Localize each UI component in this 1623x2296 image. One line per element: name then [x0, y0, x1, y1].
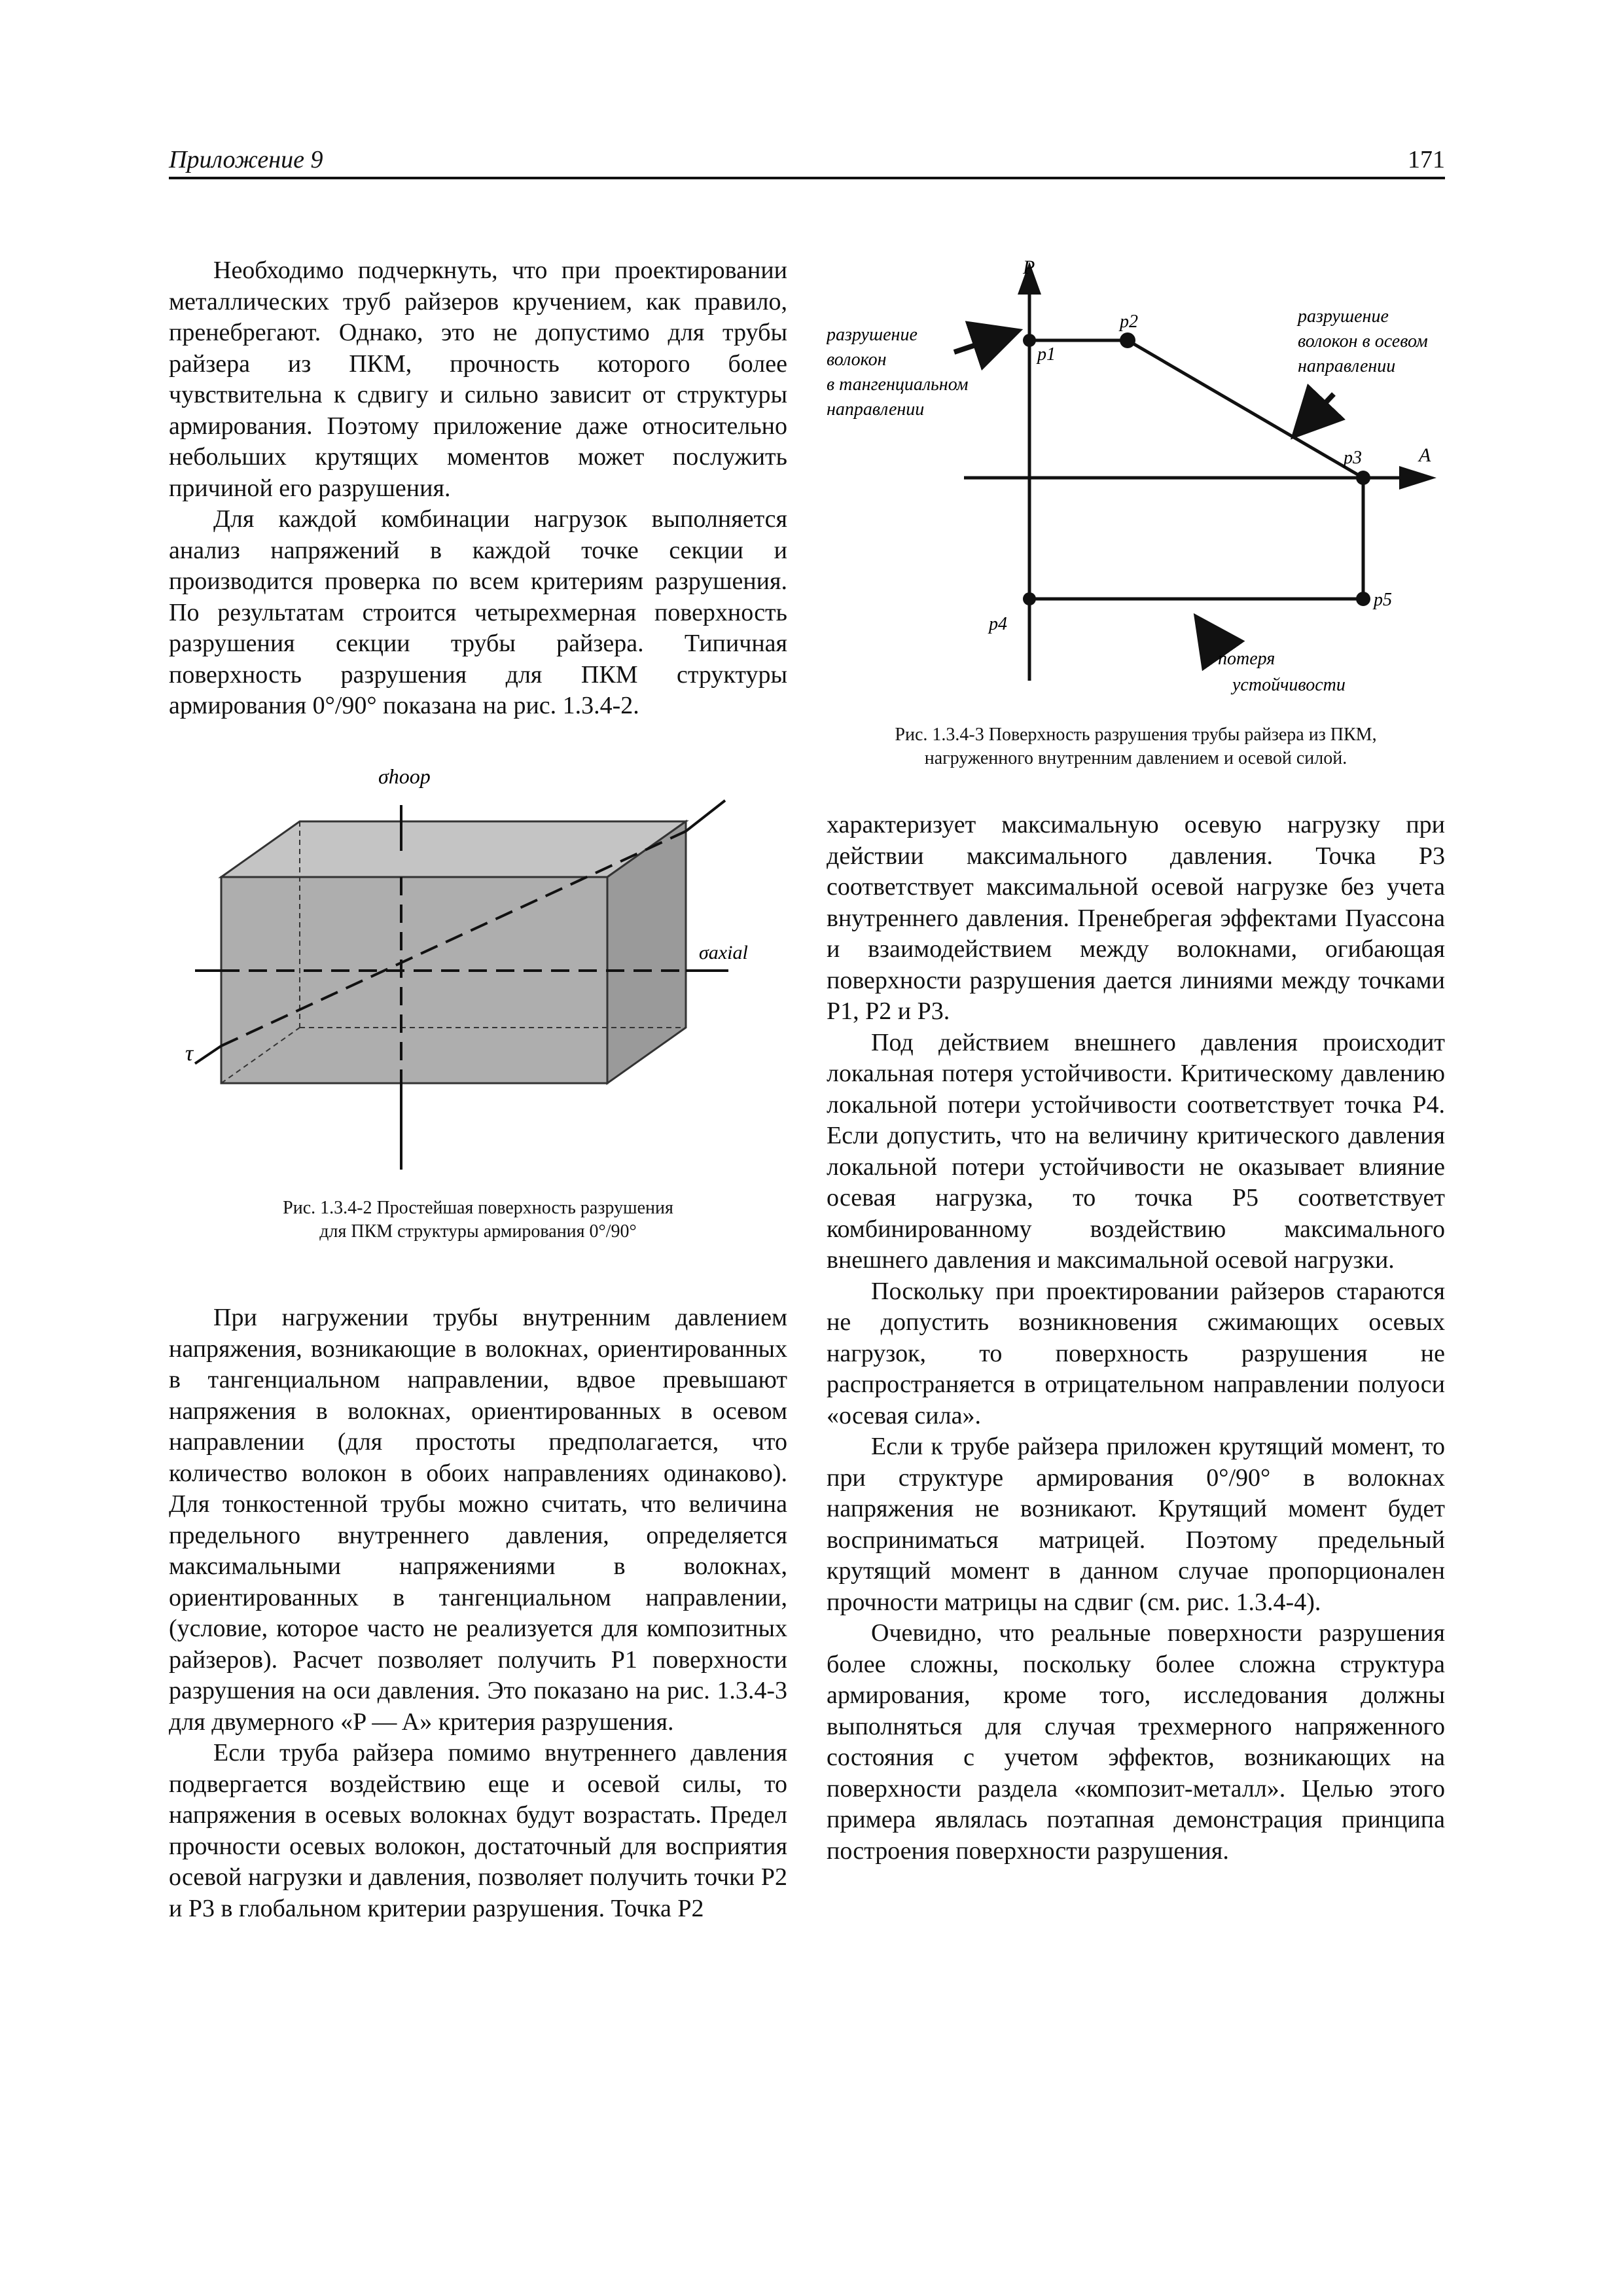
point-p2 [1120, 332, 1135, 348]
figure-2-caption [169, 1196, 787, 1244]
caption-line: нагруженного внутренним давлением и осевой силой. [924, 748, 1347, 768]
left-column-top [169, 255, 787, 722]
caption-line: Рис. 1.3.4-3 Поверхность разрушения трубы райзера из ПКМ, [895, 725, 1377, 745]
note-bottom: потеря устойчивости [1218, 649, 1346, 695]
label-axis-p: P [1023, 257, 1035, 278]
paragraph: Необходимо подчеркнуть, что при проектировании металлических труб райзеров кручением, как правило, пренебрегают. Однако, это не допустимо для трубы райзера из ПКМ, прочность которого более чувствительна к сдвигу и сильно зависит от структуры армирования. Поэтому приложение даже относительно небольших крутящих моментов может послужить причиной его разрушения. [169, 257, 787, 502]
failure-envelope [1029, 340, 1363, 599]
box-top-face [221, 821, 686, 877]
label-p2: p2 [1120, 312, 1138, 332]
paragraph: Поскольку при проектировании райзеров стараются не допустить возникновения сжимающих осевых нагрузок, то поверхность разрушения не распространяется в отрицательном направлении полуоси «осевая сила». [827, 1277, 1445, 1429]
point-p4 [1023, 592, 1036, 605]
paragraph: характеризует максимальную осевую нагрузку при действии максимального давления. Точка P3 соответствует максимальной осевой нагрузке без учета внутреннего давления. Пренебрегая эффектами Пуассона и взаимодействием между волокнами, огибающая поверхности разрушения дается линиями между точками P1, P2 и P3. [827, 811, 1445, 1025]
running-title: Приложение 9 [169, 146, 323, 173]
figure-pa-diagram [827, 255, 1445, 713]
paragraph: Если к трубе райзера приложен крутящий момент, то при структуре армирования 0°/90° в волокнах напряжения не возникают. Крутящий момент будет восприниматься матрицей. Поэтому предельный крутящий момент в данном случае пропорционален прочности матрицы на сдвиг (см. рис. 1.3.4-4). [827, 1433, 1445, 1616]
figure-failure-box [169, 769, 787, 1185]
paragraph: Под действием внешнего давления происходит локальная потеря устойчивости. Критическому давлению локальной потери устойчивости соответствует точка P4. Если допустить, что на величину критического давления локальной потери устойчивости не оказывает влияние осевая нагрузка, то точка P5 соответствует комбинированному воздействию максимального внешнего давления и максимальной осевой нагрузки. [827, 1028, 1445, 1274]
note-right: разрушение волокон в осевом направлении [1298, 306, 1428, 376]
point-p3 [1356, 471, 1370, 485]
page-header [169, 145, 1445, 177]
caption-line: для ПКМ структуры армирования 0°/90° [319, 1221, 637, 1242]
label-p5: p5 [1374, 590, 1392, 610]
paragraph: При нагружении трубы внутренним давлением напряжения, возникающие в волокнах, ориентированных в тангенциальном направлении, вдвое превышают напряжения в волокнах, ориентированных в осевом направлении (для простоты предполагается, что количество волокон в обоих направлениях одинаково). Для тонкостенной трубы можно считать, что величина предельного внутреннего давления, определяется максимальными напряжениями в волокнах, ориентированных в тангенциальном направлении, (условие, которое часто не реализуется для композитных райзеров). Расчет позволяет получить P1 поверхности разрушения на оси давления. Это показано на рис. 1.3.4-3 для двумерного «P — A» критерия разрушения. [169, 1304, 787, 1736]
left-column-bottom [169, 1302, 787, 1924]
label-tau: τ [185, 1041, 194, 1066]
label-p1: p1 [1037, 344, 1056, 365]
label-p4: p4 [989, 614, 1007, 634]
note-left: разрушение волокон в тангенциальном направлении [827, 325, 969, 420]
label-axis-a: A [1419, 444, 1431, 466]
header-rule [169, 177, 1445, 179]
paragraph: Для каждой комбинации нагрузок выполняется анализ напряжений в каждой точке секции и производится проверка по всем критериям разрушения. По результатам строится четырехмерная поверхность разрушения секции трубы райзера. Типичная поверхность разрушения для ПКМ структуры армирования 0°/90° показана на рис. 1.3.4-2. [169, 505, 787, 719]
figure-3-caption [827, 723, 1445, 770]
right-column [827, 810, 1445, 1867]
label-hoop: σhoop [378, 769, 431, 788]
label-axial: σaxial [699, 942, 748, 963]
point-p5 [1356, 592, 1370, 606]
page-number: 171 [1408, 146, 1445, 173]
label-p3: p3 [1344, 448, 1362, 468]
paragraph: Если труба райзера помимо внутреннего давления подвергается воздействию еще и осевой силы, то напряжения в осевых волокнах будут возрастать. Предел прочности осевых волокон, достаточный для восприятия осевой нагрузки и давления, позволяет получить точки P2 и P3 в глобальном критерии разрушения. Точка P2 [169, 1739, 787, 1922]
point-p1 [1023, 334, 1036, 347]
caption-line: Рис. 1.3.4-2 Простейшая поверхность разрушения [283, 1198, 673, 1218]
box-front-face [221, 877, 607, 1083]
paragraph: Очевидно, что реальные поверхности разрушения более сложны, поскольку более сложна структура армирования, кроме того, исследования должны выполняться для случая трехмерного напряженного состояния с учетом эффектов, возникающих на поверхности раздела «композит-металл». Целью этого примера являлась поэтапная демонстрация принципа построения поверхности разрушения. [827, 1619, 1445, 1865]
